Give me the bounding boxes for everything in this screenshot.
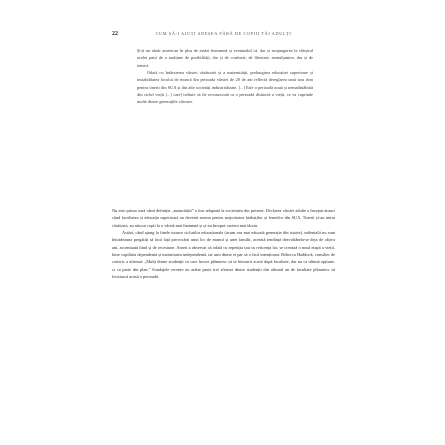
quote-paragraph: Odată cu întârzierea vârstei căsătoriei și a maternității, prelungirea educației superioare și instabilitatea locului de muncă din perioada vârstei de 20 de ani reflectă dereglarea unui nou ritm pentru tinerii din SUA și din alte societăți industrializate. [...] Este o perioadă nouă și nemaiîntâlnită din ciclul vieții [...] care] trebuie să fie recunoscută ca o perioadă distinctă a vieții, ce va cuprinde multe dintre generațiile viitoare. [137, 70, 313, 105]
body-paragraph: Nu este prima oară când definiția „maturității" a fost adaptată la societatea din prezent. Declarea vârstei adulte a început atunci când facultatea și educația superioară au devenit norma pentru majoritatea bărbaților și femeilor din SUA. Tinerii și-au intrat căsătoria, au născut copii la o vârstă mai înaintată și și-au început cariera mai târziu. [112, 208, 335, 228]
block-quote [137, 47, 313, 106]
body-paragraph: Astăzi, când ajung la finele tuturor ciclurilor educaționale (acum cea mai educată generație din istorie), milenialii nu sunt întotdeauna pregătiți să facă față provocării unui loc de muncă și unei familii, această tendință dezvoltându-se deja de câțiva ani, accentuată fiind și de recesiune. Arnett a observat că odată cu repetiția sau cu reticența lor, se creează o nouă etapă a vieții, între copilăria dependentă și maturitatea independentă, iar unii dintre ei par să o facă intenționat. Rebecca Haddock, consilier de carieră, a afirmat: „Mulți dintre studenții cu care lucrez plănuiesc să se întoarcă acasă după facultate, dar nu ca ultimă opțiune, ci ca parte din plan." Sondajele recente au arătat peste trei sferturi dintre studenții din ultimul an de facultate plănuiesc să locuiască acasă o perioadă. [112, 230, 335, 280]
quote-paragraph: Și-ți un tânăr american în plus de astăzi înseamnă și eventualul că, dar și neajungerea la sfârșitul acelei părți de o mulțime de posibilități, dar și de confuzie, de libertate, nemulțumire, dar și de temeri. [137, 48, 313, 68]
running-head [112, 30, 335, 38]
running-title: CUM SĂ-I AJUȚI ADESEA FĂRĂ DE COPIII TĂI ADULȚI [155, 31, 292, 36]
page-number: 22 [112, 31, 118, 37]
body-text [112, 207, 335, 280]
